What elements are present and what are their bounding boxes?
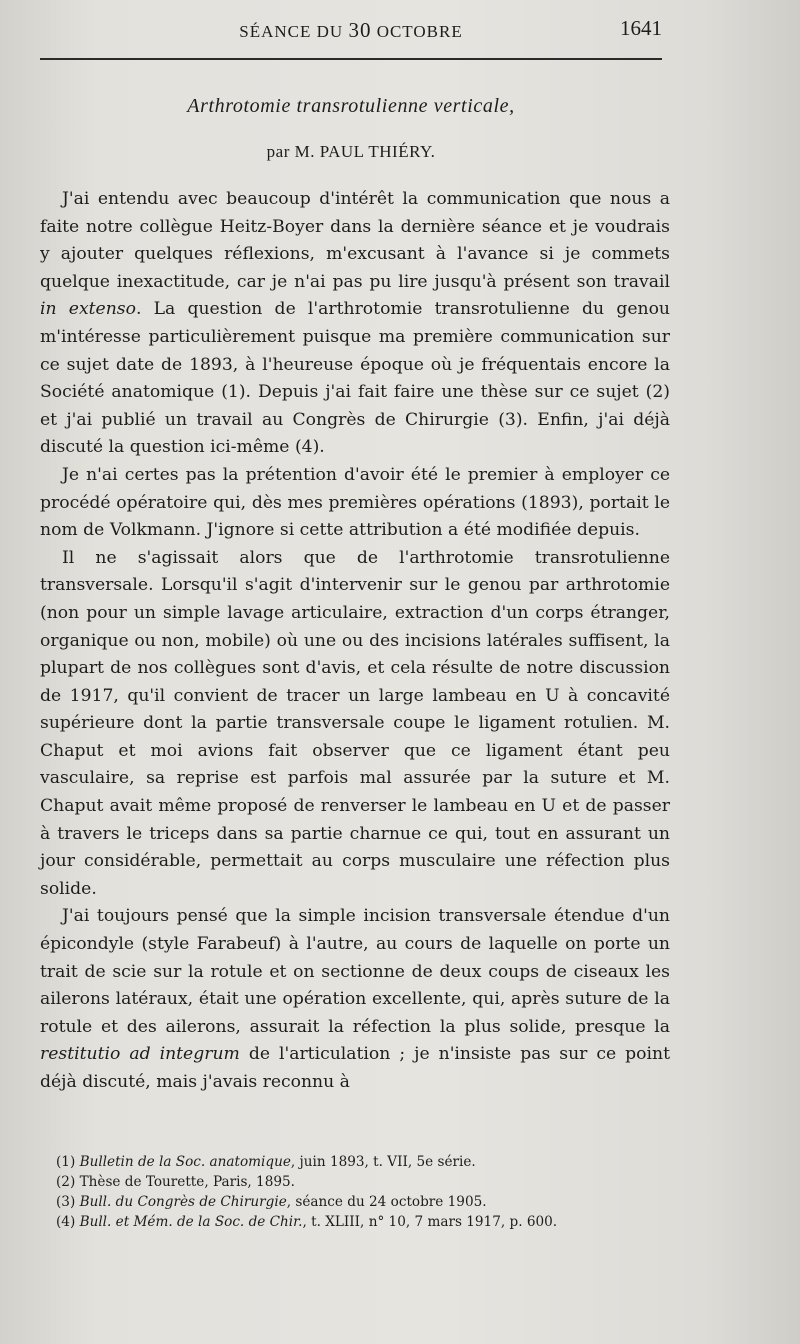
footnote-4-rest: , t. XLIII, n° 10, 7 mars 1917, p. 600.	[302, 1214, 558, 1230]
header-rule	[40, 58, 662, 60]
paragraph-4-text-a: J'ai toujours pensé que la simple incision transversale étendue d'un épicondyle (style Farabeuf) à l'autre, au cours de laquelle on porte un trait de scie sur la rotule et on sectionne de deux coups de ciseaux les ailerons latéraux, était une opération excellente, qui, après suture de la rotule et des ailerons, assurait la réfection la plus solide, presque la	[40, 906, 670, 1037]
paragraph-3: Il ne s'agissait alors que de l'arthrotomie transrotulienne transversale. Lorsqu'il s'agit d'intervenir sur le genou par arthrotomie (non pour un simple lavage articulaire, extraction d'un corps étranger, organique ou non, mobile) où une ou des incisions latérales suffisent, la plupart de nos collègues sont d'avis, et cela résulte de notre discussion de 1917, qu'il convient de tracer un large lambeau en U à concavité supérieure dont la partie transversale coupe le ligament rotulien. M. Chaput et moi avions fait observer que ce ligament étant peu vasculaire, sa reprise est parfois mal assurée par la suture et M. Chaput avait même proposé de renverser le lambeau en U et de passer à travers le triceps dans sa partie charnue ce qui, tout en assurant un jour considérable, permettait au corps musculaire une réfection plus solide.	[40, 547, 670, 899]
footnote-1	[40, 1152, 670, 1172]
paragraph-1-text-a: J'ai entendu avec beaucoup d'intérêt la communication que nous a faite notre collègue Heitz-Boyer dans la dernière séance et je voudrais y ajouter quelques réflexions, m'excusant à l'avance si je commets quelque inexactitude, car je n'ai pas pu lire jusqu'à présent son travail	[40, 189, 670, 292]
article-title: Arthrotomie transrotulienne verticale,	[187, 95, 515, 117]
footnote-4	[40, 1212, 670, 1232]
footnotes	[40, 1152, 670, 1232]
article-author: par M. PAUL THIÉRY.	[266, 142, 436, 161]
footnote-1-italic: Bulletin de la Soc. anatomique	[79, 1154, 291, 1170]
article-body	[40, 186, 670, 1097]
running-title-day: 30	[348, 18, 372, 42]
footnote-3-italic: Bull. du Congrès de Chirurgie	[79, 1194, 287, 1210]
footnote-4-number: (4)	[56, 1214, 80, 1230]
footnote-3-number: (3)	[56, 1194, 80, 1210]
footnote-3	[40, 1192, 670, 1212]
paragraph-1	[40, 186, 670, 462]
footnote-3-rest: , séance du 24 octobre 1905.	[286, 1194, 487, 1210]
footnote-4-italic: Bull. et Mém. de la Soc. de Chir.	[79, 1214, 303, 1230]
paragraph-4-text-b: de l'articulation ; je n'insiste pas sur ce point déjà discuté, mais j'avais reconnu à	[40, 1044, 671, 1092]
running-header	[40, 18, 662, 42]
paragraph-2: Je n'ai certes pas la prétention d'avoir été le premier à employer ce procédé opératoire qui, dès mes premières opérations (1893), portait le nom de Volkmann. J'ignore si cette attribution a été modifiée depuis.	[40, 464, 670, 541]
running-title-left: SÉANCE DU	[239, 22, 349, 41]
running-title-right: OCTOBRE	[371, 22, 463, 41]
footnote-1-number: (1)	[56, 1154, 80, 1170]
running-title	[40, 18, 662, 43]
paragraph-4	[40, 903, 670, 1096]
page-number: 1641	[620, 16, 662, 40]
paragraph-1-text-b: . La question de l'arthrotomie transrotulienne du genou m'intéresse particulièrement puisque ma première communication sur ce sujet date de 1893, à l'heureuse époque où je fréquentais encore la Société anatomique (1). Depuis j'ai fait faire une thèse sur ce sujet (2) et j'ai publié un travail au Congrès de Chirurgie (3). Enfin, j'ai déjà discuté la question ici-même (4).	[40, 299, 670, 458]
paragraph-4-italic: restitutio ad integrum	[40, 1044, 240, 1065]
paragraph-1-italic: in extenso	[40, 299, 136, 320]
footnote-1-rest: , juin 1893, t. VII, 5e série.	[290, 1154, 476, 1170]
footnote-2: (2) Thèse de Tourette, Paris, 1895.	[56, 1174, 295, 1190]
